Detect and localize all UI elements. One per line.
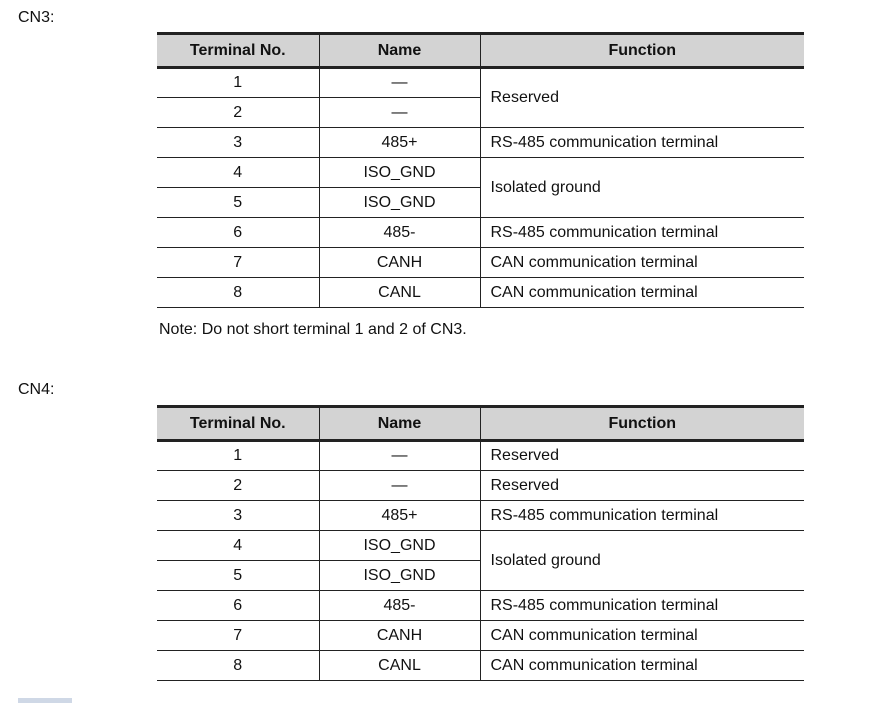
terminal-function: Isolated ground — [480, 531, 804, 591]
terminal-name: — — [319, 68, 480, 98]
terminal-number: 6 — [157, 218, 319, 248]
terminal-function: CAN communication terminal — [480, 621, 804, 651]
terminal-function: Isolated ground — [480, 158, 804, 218]
table-row — [157, 68, 804, 98]
terminal-number: 2 — [157, 471, 319, 501]
table-header-row — [157, 407, 804, 441]
terminal-function: CAN communication terminal — [480, 278, 804, 308]
cn3-terminal-table — [157, 32, 804, 308]
terminal-number: 7 — [157, 621, 319, 651]
terminal-number: 8 — [157, 651, 319, 681]
cn3-section-title: CN3: — [18, 9, 55, 26]
terminal-name: — — [319, 98, 480, 128]
terminal-number: 4 — [157, 531, 319, 561]
table-row — [157, 128, 804, 158]
terminal-name: CANL — [319, 651, 480, 681]
terminal-number: 1 — [157, 68, 319, 98]
terminal-name: CANL — [319, 278, 480, 308]
terminal-number: 6 — [157, 591, 319, 621]
terminal-number: 2 — [157, 98, 319, 128]
terminal-name: ISO_GND — [319, 188, 480, 218]
header-terminal-no: Terminal No. — [157, 34, 319, 68]
terminal-function: CAN communication terminal — [480, 651, 804, 681]
header-function: Function — [480, 34, 804, 68]
table-row — [157, 531, 804, 561]
terminal-name: 485+ — [319, 128, 480, 158]
terminal-number: 1 — [157, 441, 319, 471]
terminal-number: 5 — [157, 188, 319, 218]
terminal-function: Reserved — [480, 441, 804, 471]
table-row — [157, 278, 804, 308]
terminal-name: ISO_GND — [319, 561, 480, 591]
terminal-function: CAN communication terminal — [480, 248, 804, 278]
table-row — [157, 158, 804, 188]
terminal-function: Reserved — [480, 471, 804, 501]
terminal-function: Reserved — [480, 68, 804, 128]
table-header-row — [157, 34, 804, 68]
terminal-number: 3 — [157, 501, 319, 531]
header-name: Name — [319, 407, 480, 441]
header-terminal-no: Terminal No. — [157, 407, 319, 441]
terminal-number: 3 — [157, 128, 319, 158]
terminal-function: RS-485 communication terminal — [480, 128, 804, 158]
cn4-section-title: CN4: — [18, 381, 55, 398]
terminal-number: 4 — [157, 158, 319, 188]
terminal-name: ISO_GND — [319, 531, 480, 561]
terminal-number: 7 — [157, 248, 319, 278]
terminal-function: RS-485 communication terminal — [480, 218, 804, 248]
table-row — [157, 441, 804, 471]
table-row — [157, 621, 804, 651]
table-row — [157, 218, 804, 248]
header-name: Name — [319, 34, 480, 68]
terminal-name: 485+ — [319, 501, 480, 531]
header-function: Function — [480, 407, 804, 441]
terminal-function: RS-485 communication terminal — [480, 501, 804, 531]
terminal-name: 485- — [319, 218, 480, 248]
terminal-name: ISO_GND — [319, 158, 480, 188]
truncated-heading-fragment — [18, 698, 72, 703]
table-row — [157, 248, 804, 278]
table-row — [157, 471, 804, 501]
table-row — [157, 591, 804, 621]
terminal-number: 8 — [157, 278, 319, 308]
terminal-number: 5 — [157, 561, 319, 591]
table-row — [157, 501, 804, 531]
terminal-name: CANH — [319, 621, 480, 651]
terminal-function: RS-485 communication terminal — [480, 591, 804, 621]
cn3-note: Note: Do not short terminal 1 and 2 of CN3. — [159, 321, 467, 338]
terminal-name: — — [319, 471, 480, 501]
terminal-name: CANH — [319, 248, 480, 278]
terminal-name: 485- — [319, 591, 480, 621]
terminal-name: — — [319, 441, 480, 471]
cn4-terminal-table — [157, 405, 804, 681]
table-row — [157, 651, 804, 681]
